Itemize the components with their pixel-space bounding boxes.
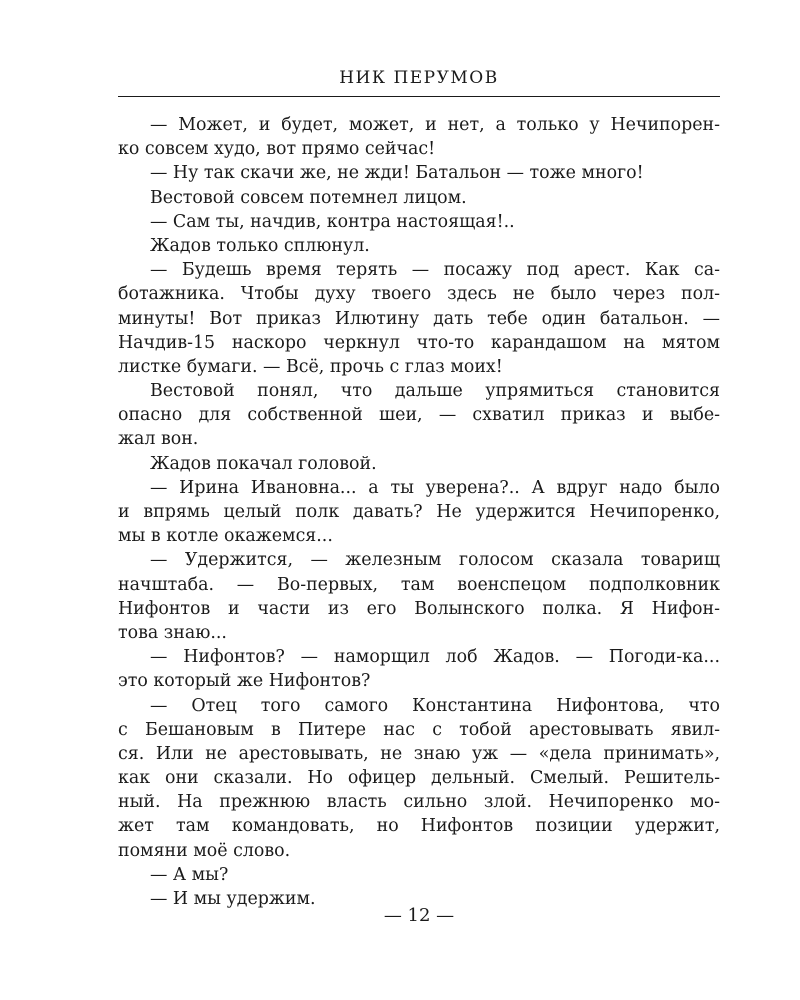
- text-line: жал вон.: [118, 429, 199, 450]
- text-line: — Отец того самого Константина Нифонтова, что: [150, 695, 720, 716]
- text-line: — Сам ты, начдив, контра настоящая!..: [150, 211, 515, 232]
- text-line: начштаба. — Во-первых, там военспецом подполковник: [118, 574, 720, 595]
- text-line: — А мы?: [150, 864, 229, 885]
- text-line: — Может, и будет, может, и нет, а только у Нечипорен-: [150, 115, 720, 135]
- text-line: Жадов покачал головой.: [150, 453, 377, 474]
- text-line: — Ирина Ивановна... а ты уверена?.. А вдруг надо было: [150, 477, 720, 498]
- text-line: ботажника. Чтобы духу твоего здесь не было через пол-: [118, 284, 720, 305]
- running-head-author: НИК ПЕРУМОВ: [339, 68, 499, 88]
- text-line: с Бешановым в Питере нас с тобой арестовывать явил-: [118, 719, 720, 740]
- text-line: — Удержится, — железным голосом сказала товарищ: [150, 550, 720, 571]
- text-line: — Будешь время терять — посажу под арест. Как са-: [150, 260, 720, 281]
- text-line: ся. Или не арестовывать, не знаю уж — «дела принимать»,: [118, 743, 720, 764]
- text-line: ный. На прежнюю власть сильно злой. Нечипоренко мо-: [118, 792, 720, 813]
- text-line: — Ну так скачи же, не жди! Батальон — тоже много!: [150, 163, 644, 184]
- text-line: опасно для собственной шеи, — схватил приказ и выбе-: [118, 405, 720, 426]
- text-line: и впрямь целый полк давать? Не удержится Нечипоренко,: [118, 502, 720, 522]
- body-text: [118, 113, 720, 911]
- text-line: помяни моё слово.: [118, 840, 291, 861]
- text-line: Вестовой понял, что дальше упрямиться становится: [150, 381, 720, 402]
- text-line: — И мы удержим.: [150, 889, 316, 909]
- text-line: как они сказали. Но офицер дельный. Смелый. Решитель-: [118, 768, 720, 789]
- text-line: жет там командовать, но Нифонтов позиции удержит,: [118, 816, 720, 837]
- text-line: Вестовой совсем потемнел лицом.: [150, 187, 467, 208]
- page-number: — 12 —: [383, 905, 455, 926]
- text-line: минуты! Вот приказ Илютину дать тебе один батальон. —: [118, 308, 720, 329]
- header-rule: [118, 96, 720, 97]
- text-line: листке бумаги. — Всё, прочь с глаз моих!: [118, 356, 503, 377]
- text-line: мы в котле окажемся...: [118, 526, 333, 547]
- text-line: Нифонтов и части из его Волынского полка. Я Нифон-: [118, 598, 720, 619]
- text-line: это который же Нифонтов?: [118, 671, 371, 692]
- text-line: това знаю...: [118, 622, 227, 643]
- text-line: ко совсем худо, вот прямо сейчас!: [118, 139, 436, 160]
- text-line: Жадов только сплюнул.: [150, 235, 370, 256]
- text-line: Начдив-15 наскоро черкнул что-то карандашом на мятом: [118, 332, 720, 353]
- text-line: — Нифонтов? — наморщил лоб Жадов. — Погоди-ка...: [150, 647, 720, 668]
